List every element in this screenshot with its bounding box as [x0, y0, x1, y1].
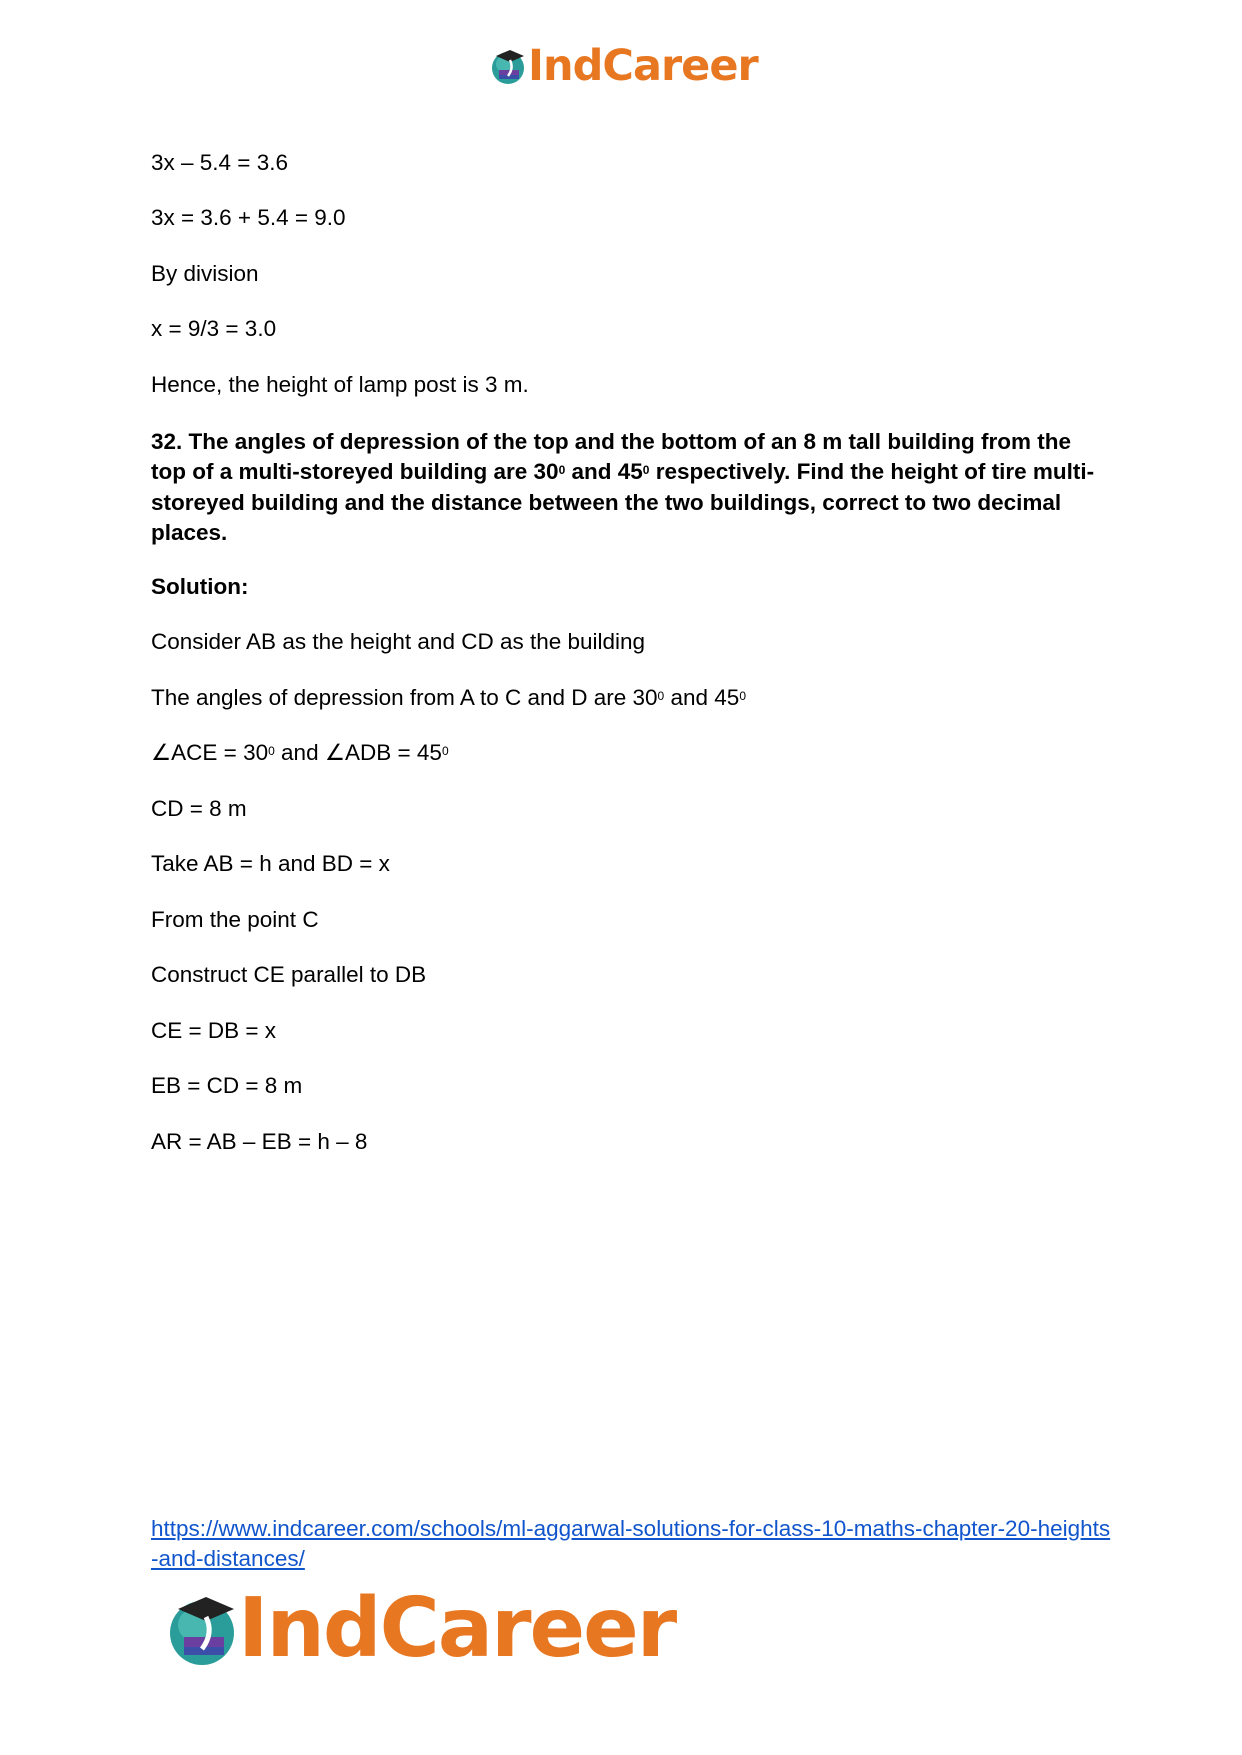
solution-label: Solution:: [151, 574, 249, 599]
equation-line: CE = DB = x: [151, 1018, 277, 1043]
footer-logo-text: IndCareer: [238, 1581, 676, 1676]
globe-graduation-icon: [162, 1589, 242, 1669]
text-line: Take AB = h and BD = x: [151, 851, 390, 876]
text-line: From the point C: [151, 907, 319, 932]
equation-line: 3x = 3.6 + 5.4 = 9.0: [151, 205, 346, 230]
footer-source-link[interactable]: https://www.indcareer.com/schools/ml-aggarwal-solutions-for-class-10-maths-chapter-20-heights-and-distances/: [151, 1516, 1111, 1571]
conclusion-line: Hence, the height of lamp post is 3 m.: [151, 372, 529, 397]
text-line: Construct CE parallel to DB: [151, 962, 427, 987]
text-line: By division: [151, 261, 259, 286]
equation-line: AR = AB – EB = h – 8: [151, 1129, 368, 1154]
angle-equation: ∠ACE = $30^0$ and ∠ADB = $45^0$: [151, 740, 449, 765]
equation-line: CD = 8 m: [151, 796, 247, 821]
angles-line: The angles of depression from A to C and D are $30^0$ and $45^0$: [151, 685, 746, 710]
equation-line: 3x – 5.4 = 3.6: [151, 150, 288, 175]
text-line: Consider AB as the height and CD as the building: [151, 629, 646, 654]
header-logo: [488, 40, 758, 92]
equation-line: EB = CD = 8 m: [151, 1073, 303, 1098]
footer-logo: [162, 1583, 675, 1675]
question-32: 32. The angles of depression of the top and the bottom of an 8 m tall building from the top of a multi-storeyed building are $30^0$ and $45^0$ respectively. Find the height of tire multi-storeyed building and the distance between the two buildings, correct to two decimal places.: [151, 429, 1095, 545]
header-logo-text: IndCareer: [528, 41, 758, 91]
equation-line: x = 9/3 = 3.0: [151, 316, 277, 341]
globe-graduation-icon: [488, 46, 528, 86]
